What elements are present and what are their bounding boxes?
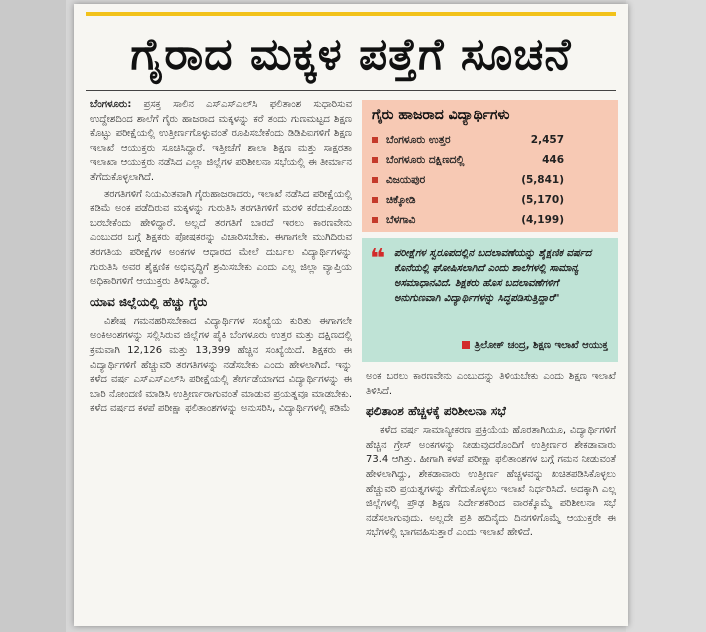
quote-mark-icon: ❝	[370, 244, 386, 274]
stats-row	[372, 150, 612, 170]
district-count: (5,170)	[521, 194, 564, 206]
district-name: ವಿಜಯಪುರ	[386, 174, 426, 186]
bullet-icon	[372, 197, 378, 203]
bullet-icon	[372, 177, 378, 183]
district-count: 446	[542, 154, 564, 166]
absent-students-box	[362, 100, 618, 232]
article-paragraph: ವಿಶೇಷ ಗಮನಹರಿಸಬೇಕಾದ ವಿದ್ಯಾರ್ಥಿಗಳ ಸಂಖ್ಯೆಯ ಕುರಿತು ಈಗಾಗಲೇ ಅಂಕಿಅಂಶಗಳನ್ನು ಸಲ್ಲಿಸಿರುವ ಜಿಲ್ಲೆಗಳ ಪೈಕಿ ಬೆಂಗಳೂರು ಉತ್ತರ ಮತ್ತು ದಕ್ಷಿಣದಲ್ಲಿ ಕ್ರಮವಾಗಿ 12,126 ಮತ್ತು 13,399 ಹೆಚ್ಚಿನ ಸಂಖ್ಯೆಯಿದೆ. ಶಿಕ್ಷಕರು ಈ ವಿದ್ಯಾರ್ಥಿಗಳಿಗೆ ಹೆಚ್ಚುವರಿ ತರಗತಿಗಳನ್ನು ನಡೆಸಬೇಕು ಎಂದು ಹೇಳಲಾಗಿದೆ. ಇನ್ನು ಕಳೆದ ವರ್ಷ ಎಸ್ಎಸ್ಎಲ್‌ಸಿ ಪರೀಕ್ಷೆಯಲ್ಲಿ ತೇರ್ಗಡೆಯಾಗದ ವಿದ್ಯಾರ್ಥಿಗಳನ್ನು ಈ ಬಾರಿ ನೋಂದಣಿ ಮಾಡಿಸಿ ಉತ್ತೀರ್ಣರಾಗುವಂತೆ ಮಾಡುವ ಪ್ರಯತ್ನವೂ ಮಾಡಬೇಕು. ಕಳೆದ ವರ್ಷದ ಕಳಪೆ ಪರೀಕ್ಷಾ ಫಲಿತಾಂಶಗಳನ್ನು ಅನುಸರಿಸಿ, ವಿದ್ಯಾರ್ಥಿಗಳಲ್ಲಿ ಕಡಿಮೆ	[90, 315, 352, 415]
district-count: (5,841)	[521, 174, 564, 186]
quote-text: ಪರೀಕ್ಷೆಗಳ ಸ್ವರೂಪದಲ್ಲಿನ ಬದಲಾವಣೆಯನ್ನು ಶೈಕ್ಷಣಿಕ ವರ್ಷದ ಕೊನೆಯಲ್ಲಿ ಘೋಷಿಸಲಾಗಿದೆ ಎಂದು ಶಾಲೆಗಳಲ್ಲಿ ಸಾಮಾನ್ಯ ಅಸಮಾಧಾನವಿದೆ. ಶಿಕ್ಷಕರು ಹೊಸ ಬದಲಾವಣೆಗಳಿಗೆ ಅನುಗುಣವಾಗಿ ವಿದ್ಯಾರ್ಥಿಗಳನ್ನು ಸಿದ್ಧಪಡಿಸುತ್ತಿದ್ದಾರೆ"	[394, 248, 592, 304]
quote-author	[394, 340, 608, 351]
accent-bar	[86, 12, 616, 16]
photo-background-right	[626, 0, 706, 632]
author-marker-icon	[462, 341, 470, 349]
paragraph-text: ಪ್ರಸಕ್ತ ಸಾಲಿನ ಎಸ್ಎಸ್ಎಲ್‌ಸಿ ಫಲಿತಾಂಶ ಸುಧಾರಿಸುವ ಉದ್ದೇಶದಿಂದ ಶಾಲೆಗೆ ಗೈರು ಹಾಜರಾದ ಮಕ್ಕಳನ್ನು ಕರೆ ತಂದು ಗುಣಮಟ್ಟದ ಶಿಕ್ಷಣ ಕೊಟ್ಟು ಪರೀಕ್ಷೆಯಲ್ಲಿ ಉತ್ತೀರ್ಣಗೊಳ್ಳುವಂತೆ ರೂಪಿಸಬೇಕೆಂದು ಡಿಡಿಪಿಐಗಳಿಗೆ ಶಿಕ್ಷಣ ಇಲಾಖೆ ಆಯುಕ್ತರು ಸೂಚಿಸಿದ್ದಾರೆ. ಇತ್ತೀಚೆಗೆ ಶಾಲಾ ಶಿಕ್ಷಣ ಮತ್ತು ಸಾಕ್ಷರತಾ ಇಲಾಖಾ ಆಯುಕ್ತರು ನಡೆಸಿದ ಎಲ್ಲಾ ಜಿಲ್ಲೆಗಳ ಪರಿಶೀಲನಾ ಸಭೆಯಲ್ಲಿ ಈ ತೀರ್ಮಾನ ತೆಗೆದುಕೊಳ್ಳಲಾಗಿದೆ.	[90, 99, 352, 183]
bullet-icon	[372, 157, 378, 163]
stats-row	[372, 130, 612, 150]
article-paragraph	[90, 98, 352, 186]
district-name: ಬೆಂಗಳೂರು ಉತ್ತರ	[386, 134, 451, 146]
district-name: ಚಿಕ್ಕೋಡಿ	[386, 194, 416, 206]
section-subheading: ಯಾವ ಜಿಲ್ಲೆಯಲ್ಲಿ ಹೆಚ್ಚು ಗೈರು	[90, 294, 208, 309]
headline-divider	[86, 90, 616, 91]
article-paragraph: ಕಳೆದ ವರ್ಷ ಸಾಮಾನ್ಯೀಕರಣ ಪ್ರಕ್ರಿಯೆಯ ಹೊರತಾಗಿಯೂ, ವಿದ್ಯಾರ್ಥಿಗಳಿಗೆ ಹೆಚ್ಚಿನ ಗ್ರೇಸ್ ಅಂಕಗಳನ್ನು ನೀಡುವುದರೊಂದಿಗೆ ಉತ್ತೀರ್ಣರ ಶೇಕಡಾವಾರು 73.4 ಆಗಿತ್ತು. ಹೀಗಾಗಿ ಕಳಪೆ ಪರೀಕ್ಷಾ ಫಲಿತಾಂಶಗಳ ಬಗ್ಗೆ ಗಮನ ನೀಡುವಂತೆ ಹೇಳಲಾಗಿದ್ದು, ಶೇಕಡಾವಾರು ಉತ್ತೀರ್ಣ ಹೆಚ್ಚಳವನ್ನು ಖಚಿತಪಡಿಸಿಕೊಳ್ಳಲು ಹೆಚ್ಚುವರಿ ಪ್ರಯತ್ನಗಳನ್ನು ತೆಗೆದುಕೊಳ್ಳಲು ಇಲಾಖೆ ನಿರ್ಧರಿಸಿದೆ. ಅದಕ್ಕಾಗಿ ಎಲ್ಲ ಜಿಲ್ಲೆಗಳಲ್ಲಿ ಪ್ರೌಢ ಶಿಕ್ಷಣ ನಿರ್ದೇಶಕರಿಂದ ವಾರಕ್ಕೊಮ್ಮೆ ಪರಿಶೀಲನಾ ಸಭೆ ನಡೆಸಲಾಗುವುದು. ಅಲ್ಲದೇ ಪ್ರತಿ ಹದಿನೈದು ದಿನಗಳಿಗೊಮ್ಮೆ ಆಯುಕ್ತರೇ ಈ ಸಭೆಗಳಲ್ಲಿ ಭಾಗವಹಿಸುತ್ತಾರೆ ಎಂದು ಇಲಾಖೆ ಹೇಳಿದೆ.	[366, 425, 616, 539]
stats-row	[372, 170, 612, 190]
district-name: ಬೆಳಗಾವಿ	[386, 214, 416, 226]
dateline: ಬೆಂಗಳೂರು:	[90, 99, 132, 110]
stats-list	[372, 130, 612, 230]
pull-quote-box	[362, 238, 618, 362]
article-paragraph: ಅಂಕ ಬರಲು ಕಾರಣವೇನು ಎಂಬುದನ್ನು ತಿಳಿಯಬೇಕು ಎಂದು ಶಿಕ್ಷಣ ಇಲಾಖೆ ತಿಳಿಸಿದೆ.	[366, 371, 616, 397]
stats-title: ಗೈರು ಹಾಜರಾದ ವಿದ್ಯಾರ್ಥಿಗಳು	[372, 107, 510, 123]
newspaper-clipping	[74, 4, 628, 626]
district-count: (4,199)	[521, 214, 564, 226]
section-subheading: ಫಲಿತಾಂಶ ಹೆಚ್ಚಳಕ್ಕೆ ಪರಿಶೀಲನಾ ಸಭೆ	[366, 404, 506, 419]
district-name: ಬೆಂಗಳೂರು ದಕ್ಷಿಣದಲ್ಲಿ	[386, 154, 465, 166]
stats-row	[372, 190, 612, 210]
stats-row	[372, 210, 612, 230]
district-count: 2,457	[530, 134, 564, 146]
photo-background-left	[0, 0, 66, 632]
article-left-column	[90, 98, 352, 419]
article-paragraph: ತರಗತಿಗಳಿಗೆ ನಿಯಮಿತವಾಗಿ ಗೈರುಹಾಜರಾದರು, ಇಲಾಖೆ ನಡೆಸಿದ ಪರೀಕ್ಷೆಯಲ್ಲಿ ಕಡಿಮೆ ಅಂಕ ಪಡೆದಿರುವ ಮಕ್ಕಳನ್ನು ಗುರುತಿಸಿ ತರಗತಿಗಳಿಗೆ ಮರಳಿ ಕರೆದುಕೊಂಡು ಬರಬೇಕೆಂದು ಹೇಳಿದ್ದಾರೆ. ಅಲ್ಲದೆ ತರಗತಿಗೆ ಬಾರದೆ ಇರಲು ಕಾರಣವೇನು ಎಂಬುದರ ಬಗ್ಗೆ ಶಿಕ್ಷಕರು ಪೋಷಕರನ್ನು ವಿಚಾರಿಸಬೇಕು. ಈಗಾಗಲೇ ಮುಗಿದಿರುವ ತರಗತಿಯ ಪರೀಕ್ಷೆಗಳ ಅಂಕಗಳ ಆಧಾರದ ಮೇಲೆ ದುರ್ಬಲ ವಿದ್ಯಾರ್ಥಿಗಳನ್ನು ಗುರುತಿಸಿ ಅವರ ಶೈಕ್ಷಣಿಕ ಅಭಿವೃದ್ಧಿಗೆ ಶ್ರಮಿಸಬೇಕು ಎಂದು ಎಲ್ಲ ಜಿಲ್ಲಾ ವ್ಯಾಪ್ತಿಯ ಅಧಿಕಾರಿಗಳಿಗೆ ಆಯುಕ್ತರು ತಿಳಿಸಿದ್ದಾರೆ.	[90, 188, 352, 288]
bullet-icon	[372, 137, 378, 143]
article-headline: ಗೈರಾದ ಮಕ್ಕಳ ಪತ್ತೆಗೆ ಸೂಚನೆ	[130, 29, 572, 80]
article-right-column	[366, 370, 616, 543]
bullet-icon	[372, 217, 378, 223]
quote-author-name: ತ್ರಿಲೋಕ್ ಚಂದ್ರ, ಶಿಕ್ಷಣ ಇಲಾಖೆ ಆಯುಕ್ತ	[474, 340, 608, 351]
